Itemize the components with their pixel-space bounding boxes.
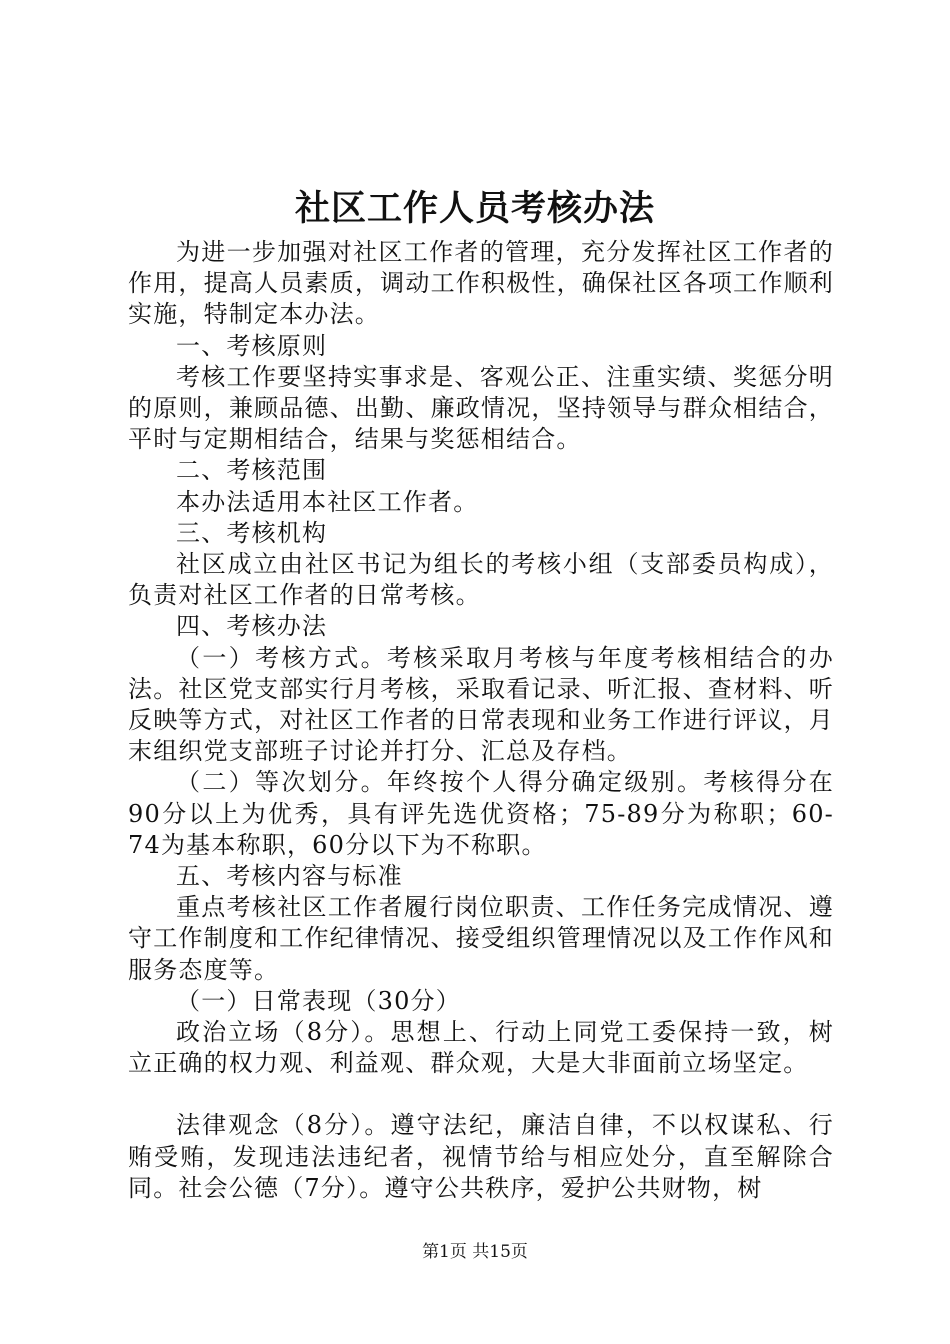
- page-footer: 第1页 共15页: [422, 1242, 528, 1262]
- body-paragraph: （一）考核方式。考核采取月考核与年度考核相结合的办法。社区党支部实行月考核，采取看记录、听汇报、查材料、听反映等方式，对社区工作者的日常表现和业务工作进行评议，月末组织党支部班子讨论并打分、汇总及存档。: [128, 643, 834, 766]
- body-paragraph: 考核工作要坚持实事求是、客观公正、注重实绩、奖惩分明的原则，兼顾品德、出勤、廉政情况，坚持领导与群众相结合，平时与定期相结合，结果与奖惩相结合。: [128, 362, 834, 454]
- section-heading: 三、考核机构: [176, 518, 328, 547]
- section-heading: 一、考核原则: [176, 331, 328, 360]
- document-title: 社区工作人员考核办法: [294, 188, 655, 229]
- section-heading: 二、考核范围: [176, 456, 328, 485]
- intro-paragraph: 为进一步加强对社区工作者的管理，充分发挥社区工作者的作用，提高人员素质，调动工作积极性，确保社区各项工作顺利实施，特制定本办法。: [128, 238, 834, 329]
- subsection-heading: （一）日常表现（30分）: [176, 986, 461, 1015]
- body-paragraph: 本办法适用本社区工作者。: [176, 487, 479, 516]
- document-body: [128, 237, 834, 1204]
- body-paragraph: 社区成立由社区书记为组长的考核小组（支部委员构成），负责对社区工作者的日常考核。: [128, 550, 834, 610]
- section-heading: 四、考核办法: [176, 612, 328, 641]
- body-paragraph: 重点考核社区工作者履行岗位职责、工作任务完成情况、遵守工作制度和工作纪律情况、接受组织管理情况以及工作作风和服务态度等。: [128, 893, 834, 984]
- body-paragraph: （二）等次划分。年终按个人得分确定级别。考核得分在90分以上为优秀，具有评先选优资格；75-89分为称职；60-74为基本称职，60分以下为不称职。: [128, 768, 834, 859]
- body-paragraph: 政治立场（8分）。思想上、行动上同党工委保持一致，树立正确的权力观、利益观、群众观，大是大非面前立场坚定。: [128, 1018, 834, 1078]
- section-heading: 五、考核内容与标准: [176, 862, 403, 891]
- body-paragraph: 法律观念（8分）。遵守法纪，廉洁自律，不以权谋私、行贿受贿，发现违法违纪者，视情节给与相应处分，直至解除合同。社会公德（7分）。遵守公共秩序，爱护公共财物，树: [128, 1111, 834, 1202]
